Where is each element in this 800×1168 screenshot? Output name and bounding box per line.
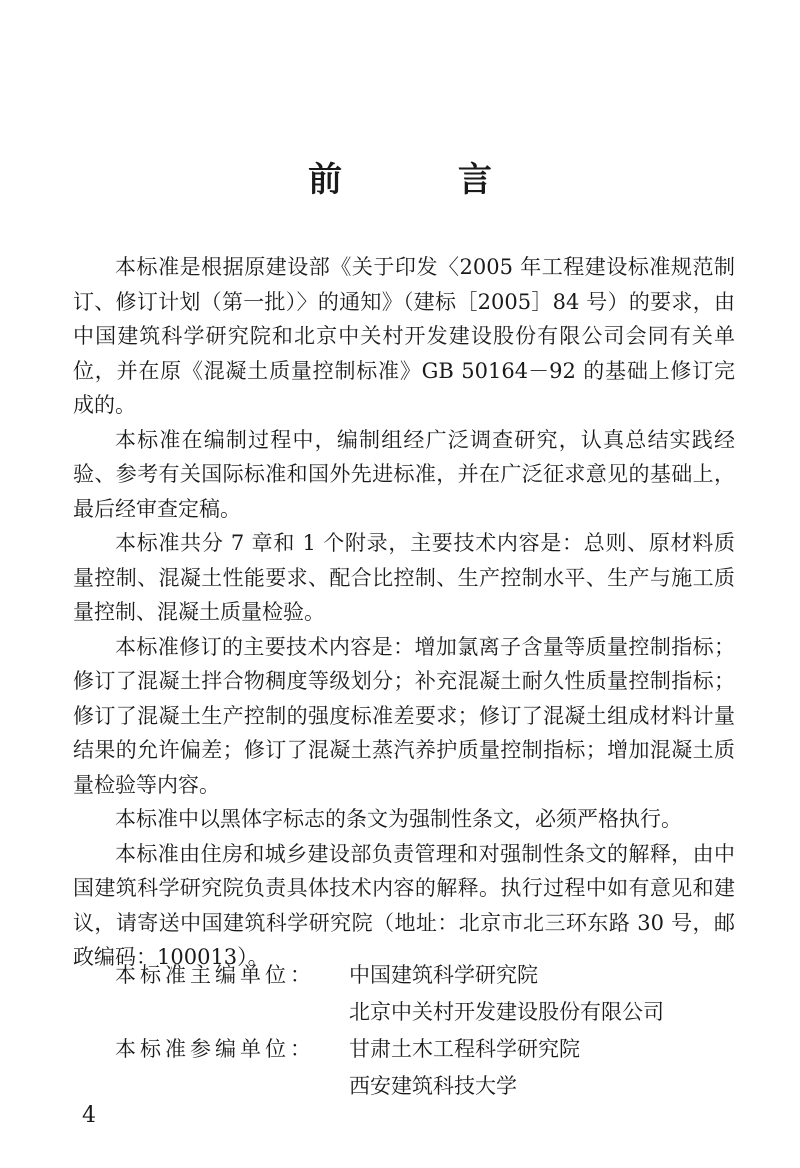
preface-body (73, 250, 735, 975)
participating-unit-name: 甘肃土木工程科学研究院 (349, 1037, 580, 1061)
chief-units-row (115, 957, 755, 1031)
chief-unit-name: 北京中关村开发建设股份有限公司 (349, 1000, 664, 1024)
drafting-units (115, 957, 755, 1105)
chief-unit-name: 中国建筑科学研究院 (349, 963, 538, 987)
paragraph-mandatory: 本标准中以黑体字标志的条文为强制性条文，必须严格执行。 (115, 807, 682, 831)
page-number: 4 (82, 1103, 96, 1128)
chief-units-list (349, 957, 664, 1031)
paragraph-basis: 本标准是根据原建设部《关于印发〈2005 年工程建设标准规范制订、修订计划（第一批）〉的通知》（建标［2005］84 号）的要求，由中国建筑科学研究院和北京中关村开发建设股份有限公司会同有关单位，并在原《混凝土质量控制标准》GB 50164－92 的基础上修订完成的。 (73, 255, 735, 417)
participating-units-row (115, 1031, 755, 1105)
participating-units-label: 本标准参编单位： (115, 1037, 315, 1061)
paragraph-interpretation: 本标准由住房和城乡建设部负责管理和对强制性条文的解释，由中国建筑科学研究院负责具体技术内容的解释。执行过程中如有意见和建议，请寄送中国建筑科学研究院（地址：北京市北三环东路 30 号，邮政编码：100013）。 (73, 841, 735, 969)
paragraph-contents: 本标准共分 7 章和 1 个附录，主要技术内容是：总则、原材料质量控制、混凝土性能要求、配合比控制、生产控制水平、生产与施工质量控制、混凝土质量检验。 (73, 531, 735, 624)
participating-unit-name: 西安建筑科技大学 (349, 1074, 517, 1098)
chief-units-label: 本标准主编单位： (115, 963, 315, 987)
page-title: 前 言 (308, 160, 544, 200)
participating-units-list (349, 1031, 580, 1105)
paragraph-revisions: 本标准修订的主要技术内容是：增加氯离子含量等质量控制指标；修订了混凝土拌合物稠度等级划分；补充混凝土耐久性质量控制指标；修订了混凝土生产控制的强度标准差要求；修订了混凝土组成材料计量结果的允许偏差；修订了混凝土蒸汽养护质量控制指标；增加混凝土质量检验等内容。 (73, 634, 735, 797)
paragraph-process: 本标准在编制过程中，编制组经广泛调查研究，认真总结实践经验、参考有关国际标准和国外先进标准，并在广泛征求意见的基础上，最后经审查定稿。 (73, 427, 735, 521)
